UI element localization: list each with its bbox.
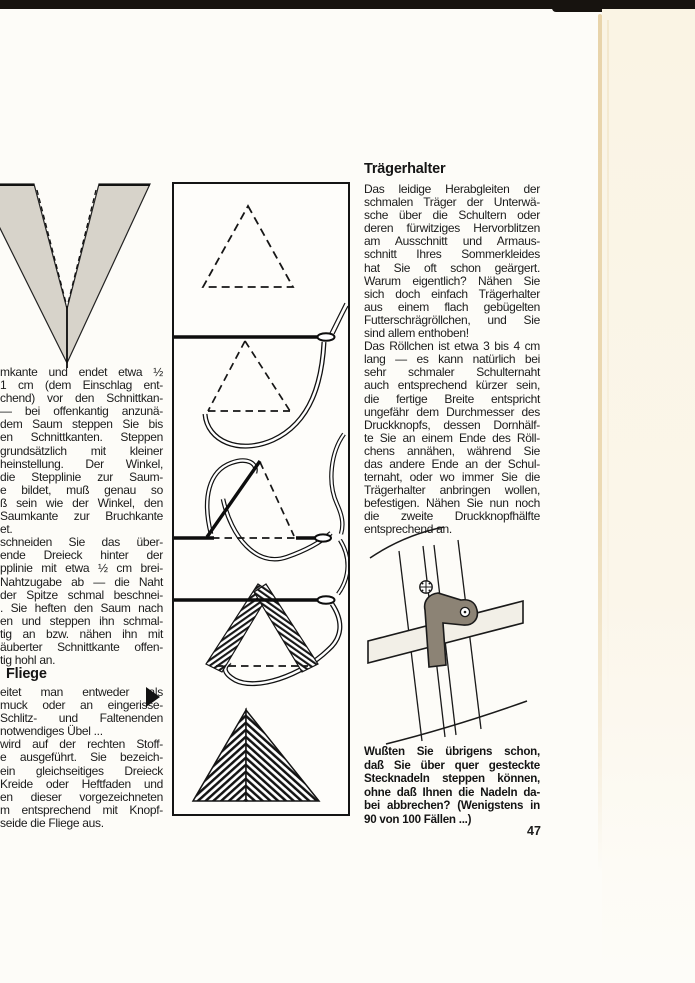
text-line: sich doch einfach Trägerhalter xyxy=(364,286,540,301)
tip-note xyxy=(364,745,540,826)
text-line: sind allem enthoben! xyxy=(364,326,469,341)
text-line: Das leidige Herabgleiten der xyxy=(364,182,540,196)
text-line: am Ausschnitt und Armaus- xyxy=(364,234,540,249)
text-line: seide die Fliege aus. xyxy=(0,815,104,830)
text-line: die zweite Druckknopfhälfte xyxy=(364,509,540,524)
text-line: Wußten Sie übrigens schon, xyxy=(364,745,540,758)
stitch-steps-panel xyxy=(172,182,350,816)
text-line: Druckknopfs, dessen Dornhälf- xyxy=(364,417,540,432)
text-line: ohne daß Ihnen die Nadeln da- xyxy=(364,785,540,799)
text-line: en Schnittkanten. Steppen xyxy=(0,430,163,445)
left-column-paragraph-1 xyxy=(0,366,163,667)
text-line: 90 von 100 Fällen ...) xyxy=(364,812,472,826)
text-line: grundsätzlich mit kleiner xyxy=(0,443,163,458)
text-line: chend) vor den Schnittkan- xyxy=(0,391,163,406)
text-line: die fertige Breite entspricht xyxy=(364,391,540,406)
text-line: heinstellung. Der Winkel, xyxy=(0,456,163,471)
text-line: eitet man entweder als xyxy=(0,685,163,699)
text-line: wird auf der rechten Stoff- xyxy=(0,737,163,752)
text-line: ternaht, oder wo immer Sie die xyxy=(364,470,540,485)
text-line: chens annähen, während Sie xyxy=(364,443,540,458)
text-line: hat Sie oft schon geärgert. xyxy=(364,260,540,275)
text-line: daß Sie über quer gesteckte xyxy=(364,758,540,772)
right-section-heading: Trägerhalter xyxy=(364,161,446,177)
left-section-heading: Fliege xyxy=(6,666,47,682)
text-line: m entsprechend mit Knopf- xyxy=(0,802,163,817)
text-line: en dieser vorgezeichneten xyxy=(0,789,163,804)
page-edge-crease-light xyxy=(607,20,609,720)
text-line: et. xyxy=(0,522,13,537)
text-line: Stecknadeln steppen können, xyxy=(364,772,540,785)
text-line: auch entsprechend kürzer sein, xyxy=(364,378,540,393)
text-line: ungefähr dem Durchmesser des xyxy=(364,404,540,419)
text-line: 1 cm (dem Einschlag ent- xyxy=(0,378,163,393)
text-line: tig an bzw. nähen ihn mit xyxy=(0,626,163,641)
traegerhalter-diagram xyxy=(366,524,528,746)
text-line: ß sein wie der Winkel, den xyxy=(0,495,163,510)
text-line: entsprechend an. xyxy=(364,522,452,537)
text-line: Das Röllchen ist etwa 3 bis 4 cm xyxy=(364,339,540,354)
snap-fastener-mark xyxy=(420,581,432,593)
text-line: schnitt Ihres Sommerkleides xyxy=(364,247,540,262)
text-line: muck oder an eingerisse- xyxy=(0,698,163,713)
step4-stitched-sides xyxy=(174,540,348,684)
step5-finished-fliege xyxy=(193,710,319,801)
text-line: — bei offenkantig anzunä- xyxy=(0,404,163,419)
page-number: 47 xyxy=(527,824,541,838)
left-column-paragraph-2 xyxy=(0,686,163,830)
text-line: Schlitz- und Faltenenden xyxy=(0,711,163,726)
text-line: Nahtzugabe ab — die Naht xyxy=(0,574,163,589)
text-line: aus einem flach gebügelten xyxy=(364,299,540,314)
text-line: e bildet, muß genau so xyxy=(0,482,163,497)
text-line: das andere Ende an der Schul- xyxy=(364,456,540,471)
text-line: notwendiges Übel ... xyxy=(0,724,103,739)
text-line: schmalen Träger der Unterwä- xyxy=(364,195,540,210)
text-line: deren fürwitziges Hervorblitzen xyxy=(364,221,540,236)
stitch-steps-illustration xyxy=(174,184,348,814)
step3-crossed-thread xyxy=(174,434,344,559)
text-line: . Sie heften den Saum nach xyxy=(0,600,163,615)
page-edge-crease xyxy=(598,14,602,874)
text-line: schneiden Sie das über- xyxy=(0,535,163,550)
text-line: Kreide oder Heftfaden und xyxy=(0,776,163,791)
text-line: pplinie mit etwa ½ cm brei- xyxy=(0,561,163,576)
page-edge-strip xyxy=(602,9,695,983)
step2-needle-and-loop xyxy=(174,303,348,446)
text-line: Trägerhalter anbringen wollen, xyxy=(364,483,540,498)
text-line: lang — es kann natürlich bei xyxy=(364,352,540,367)
text-line: mkante und endet etwa ½ xyxy=(0,365,163,379)
text-line: e ausgeführt. Sie bezeich- xyxy=(0,750,163,765)
text-line: en und steppen ihn schmal- xyxy=(0,613,163,628)
right-column-paragraph xyxy=(364,183,540,537)
continuation-arrow-icon xyxy=(146,687,160,707)
text-line: Warum eigentlich? Nähen Sie xyxy=(364,273,540,288)
text-line: ende Dreieck hinter der xyxy=(0,548,163,563)
text-line: der Spitze schmal beschnei- xyxy=(0,587,163,602)
text-line: sehr schmaler Schulternaht xyxy=(364,365,540,380)
text-line: Saumkante zur Bruchkante xyxy=(0,509,163,524)
text-line: te Sie an einem Ende des Röll- xyxy=(364,430,540,445)
text-line: befestigen. Nähen Sie nun noch xyxy=(364,496,540,511)
text-line: tig hohl an. xyxy=(0,653,56,668)
text-line: bei abbrechen? (Wenigstens in xyxy=(364,799,540,812)
text-line: die Stepplinie zur Saum- xyxy=(0,469,163,484)
text-line: ein gleichseitiges Dreieck xyxy=(0,763,163,778)
text-line: äuberter Schnittkante offen- xyxy=(0,639,163,654)
text-line: dem Saum steppen Sie bis xyxy=(0,417,163,432)
step1-dashed-triangle xyxy=(203,206,293,287)
text-line: Futterschrägröllchen, und Sie xyxy=(364,312,540,327)
text-line: sche über die Schultern oder xyxy=(364,208,540,223)
v-hem-diagram xyxy=(0,175,165,375)
